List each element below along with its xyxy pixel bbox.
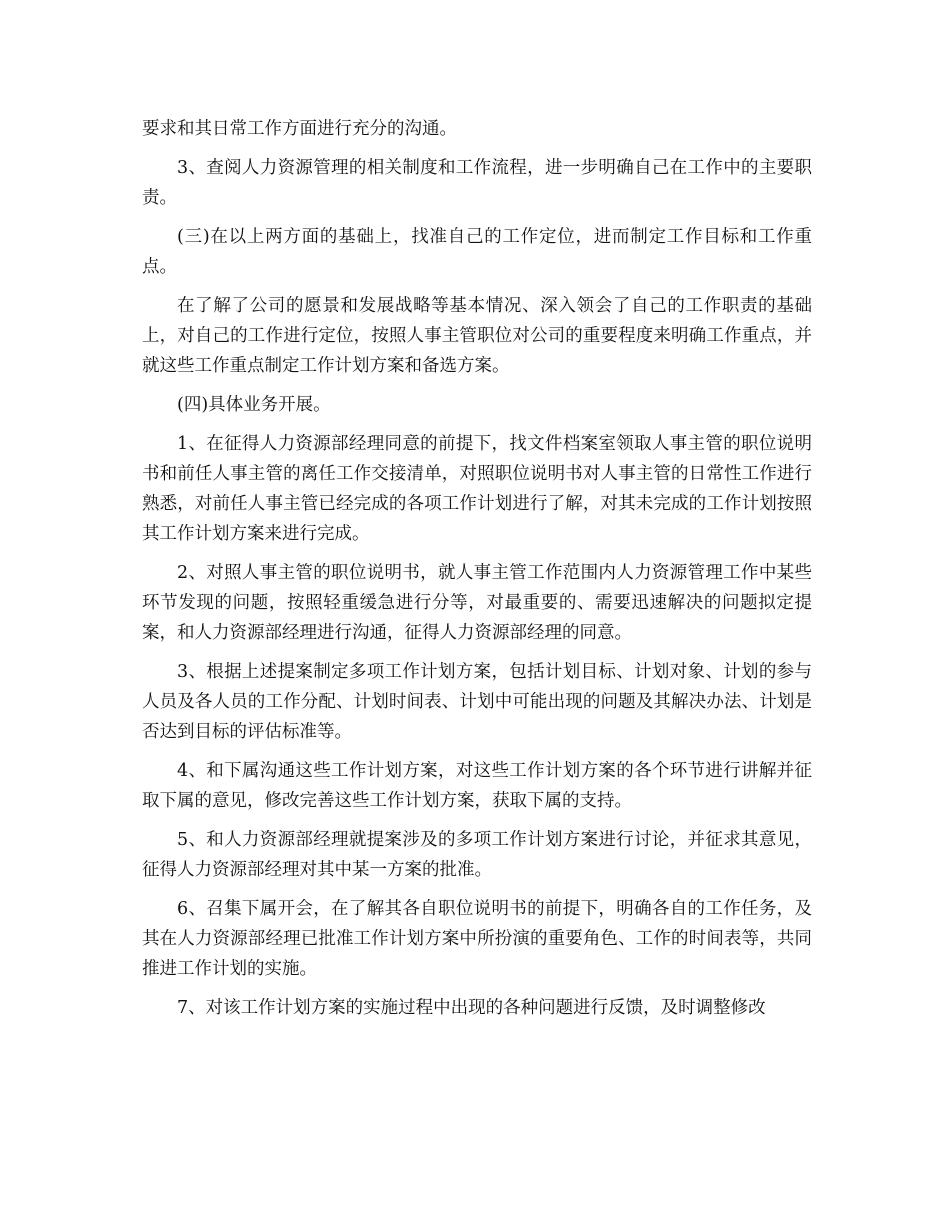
paragraph: 在了解了公司的愿景和发展战略等基本情况、深入领会了自己的工作职责的基础上，对自己的工作进行定位，按照人事主管职位对公司的重要程度来明确工作重点，并就这些工作重点制定工作计划方案和备选方案。 bbox=[142, 296, 812, 376]
paragraph: 6、召集下属开会，在了解其各自职位说明书的前提下，明确各自的工作任务，及其在人力资源部经理已批准工作计划方案中所扮演的重要角色、工作的时间表等，共同推进工作计划的实施。 bbox=[142, 899, 812, 979]
paragraph: 3、根据上述提案制定多项工作计划方案，包括计划目标、计划对象、计划的参与人员及各人员的工作分配、计划时间表、计划中可能出现的问题及其解决办法、计划是否达到目标的评估标准等。 bbox=[142, 662, 812, 742]
paragraph: (四)具体业务开展。 bbox=[177, 395, 331, 415]
paragraph: 2、对照人事主管的职位说明书，就人事主管工作范围内人力资源管理工作中某些环节发现的问题，按照轻重缓急进行分等，对最重要的、需要迅速解决的问题拟定提案，和人力资源部经理进行沟通，征得人力资源部经理的同意。 bbox=[142, 563, 812, 643]
paragraph: (三)在以上两方面的基础上，找准自己的工作定位，进而制定工作目标和工作重点。 bbox=[142, 227, 812, 277]
paragraph: 3、查阅人力资源管理的相关制度和工作流程，进一步明确自己在工作中的主要职责。 bbox=[142, 158, 812, 208]
paragraph: 5、和人力资源部经理就提案涉及的多项工作计划方案进行讨论，并征求其意见，征得人力资源部经理对其中某一方案的批准。 bbox=[142, 830, 812, 880]
paragraph: 7、对该工作计划方案的实施过程中出现的各种问题进行反馈，及时调整修改 bbox=[177, 998, 766, 1018]
paragraph: 4、和下属沟通这些工作计划方案，对这些工作计划方案的各个环节进行讲解并征取下属的意见，修改完善这些工作计划方案，获取下属的支持。 bbox=[142, 761, 812, 811]
paragraph: 1、在征得人力资源部经理同意的前提下，找文件档案室领取人事主管的职位说明书和前任人事主管的离任工作交接清单，对照职位说明书对人事主管的日常性工作进行熟悉，对前任人事主管已经完成的各项工作计划进行了解，对其未完成的工作计划按照其工作计划方案来进行完成。 bbox=[142, 434, 812, 544]
paragraph: 要求和其日常工作方面进行充分的沟通。 bbox=[142, 119, 457, 139]
document-body bbox=[142, 114, 812, 1032]
